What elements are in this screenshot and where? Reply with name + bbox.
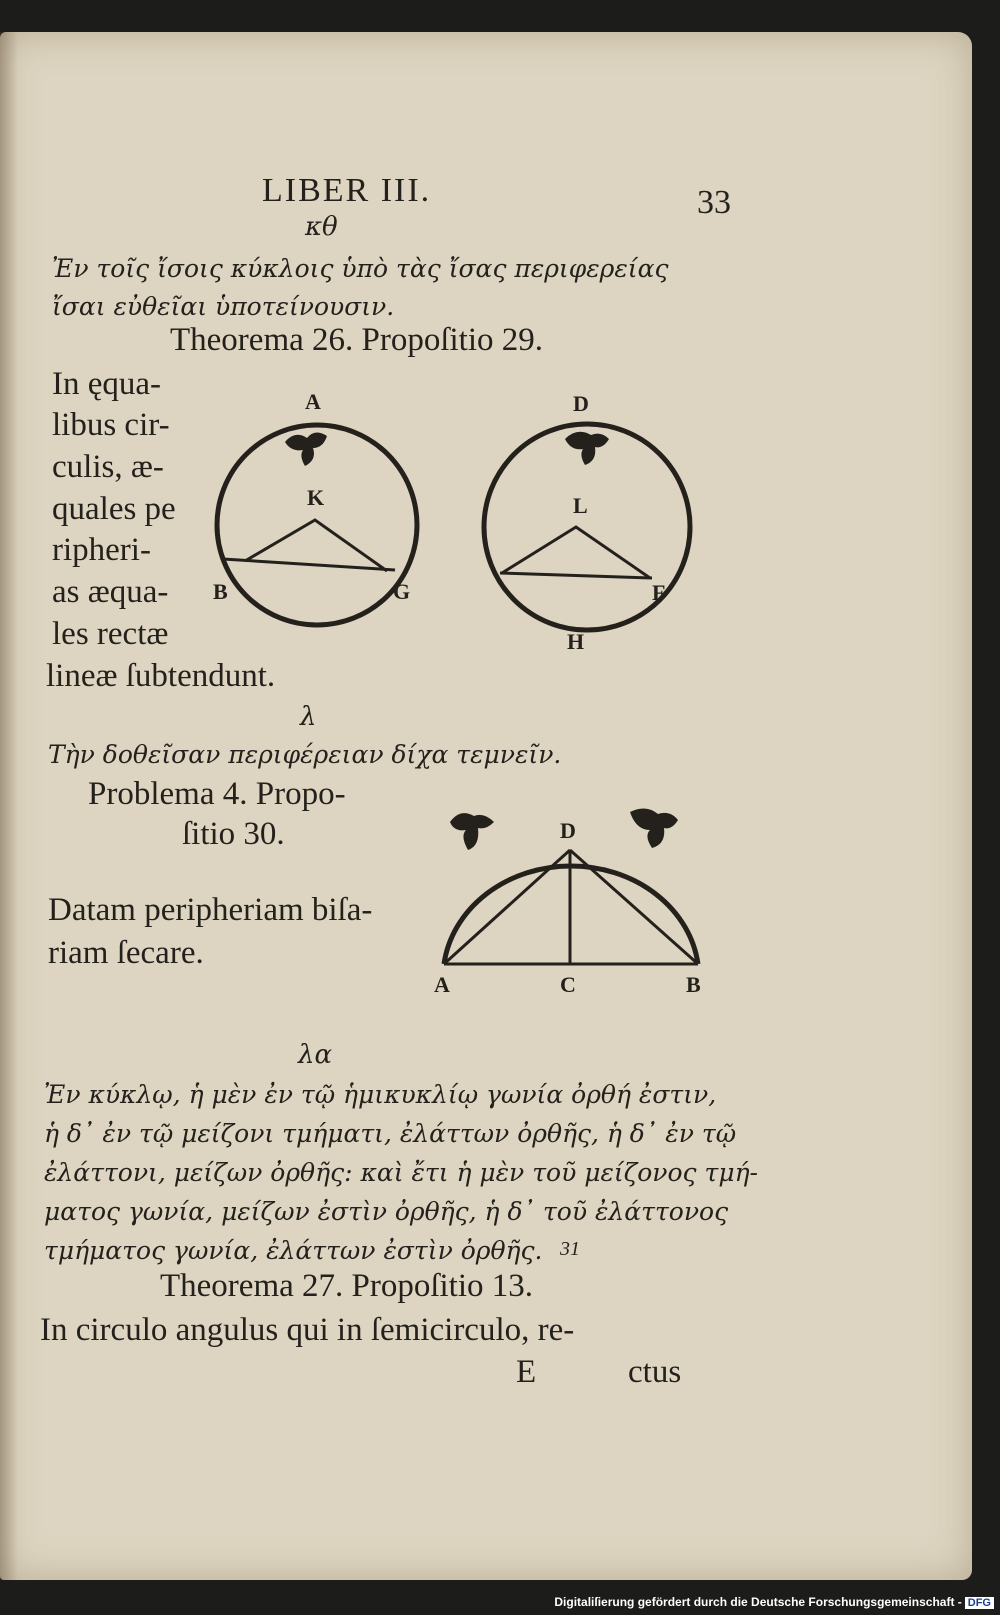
latin-text-line: In circulo angulus qui in ſemicirculo, re- <box>40 1312 575 1348</box>
running-title: LIBER III. <box>262 172 432 209</box>
label-A: A <box>305 389 321 414</box>
dfg-logo: DFG <box>965 1597 994 1609</box>
page-number: 33 <box>697 184 731 221</box>
label-H: H <box>567 629 585 654</box>
latin-text-line: as æqua- <box>52 574 169 610</box>
latin-text-line: ripheri- <box>52 532 151 568</box>
label-B: B <box>213 579 228 604</box>
ornament-left <box>450 813 494 850</box>
book-page <box>0 32 972 1580</box>
latin-text-line: In ęqua- <box>52 366 162 402</box>
greek-text-line: Ἐν κύκλῳ, ἡ μὲν ἐν τῷ ἡμικυκλίῳ γωνία ὀρθή ἐστιν, <box>44 1080 717 1109</box>
latin-text-line: libus cir- <box>52 407 170 443</box>
greek-text-line: ἐλάττονι, μείζων ὀρθῆς: καὶ ἔτι ἡ μὲν τοῦ μείζονος τμή- <box>44 1158 758 1187</box>
greek-numeral: κθ <box>305 212 338 242</box>
greek-text-line: ματος γωνία, μείζων ἐστὶν ὀρθῆς, ἡ δ᾽ τοῦ ἐλάττονος <box>44 1197 729 1226</box>
greek-text-line: Ἐν τοῖς ἴσοις κύκλοις ὑπὸ τὰς ἴσας περιφερείας <box>52 254 669 283</box>
label-L: L <box>573 493 588 518</box>
theorem-title: Theorema 27. Propoſitio 13. <box>160 1268 534 1304</box>
latin-text-line: les rectæ <box>52 616 169 652</box>
label-G: G <box>393 579 411 604</box>
label-D: D <box>560 818 576 843</box>
greek-text-line: τμήματος γωνία, ἐλάττων ἐστὶν ὀρθῆς. <box>44 1236 543 1265</box>
problem-title: ſitio 30. <box>182 816 285 852</box>
latin-text-line: quales pe <box>52 491 176 527</box>
label-B: B <box>686 972 701 997</box>
margin-note: 31 <box>560 1238 580 1260</box>
credit-text: Digitaliſierung gefördert durch die Deutsche Forschungsgemeinschaft - <box>554 1595 962 1609</box>
greek-text-line: ἴσαι εὐθεῖαι ὑποτείνουσιν. <box>52 292 395 321</box>
greek-text-line: Τὴν δοθεῖσαν περιφέρειαν δίχα τεμνεῖν. <box>48 740 562 769</box>
catchword: ctus <box>628 1354 682 1390</box>
latin-text-line: lineæ ſubtendunt. <box>46 658 276 694</box>
equal-circles-figure <box>205 387 715 662</box>
semicircle-figure <box>430 792 720 1002</box>
theorem-title: Theorema 26. Propoſitio 29. <box>170 322 544 358</box>
label-A: A <box>434 972 450 997</box>
greek-numeral: λ <box>300 702 317 732</box>
latin-text-line: culis, æ- <box>52 449 164 485</box>
circle-left <box>217 425 417 625</box>
latin-text-line: riam ſecare. <box>48 935 204 971</box>
problem-title: Problema 4. Propo- <box>88 776 346 812</box>
ornament-left <box>285 432 327 466</box>
latin-text-line: Datam peripheriam biſa- <box>48 892 373 928</box>
ornament-right <box>630 808 678 848</box>
digitization-credit <box>554 1595 994 1609</box>
label-C: C <box>560 972 576 997</box>
ornament-right <box>565 432 609 465</box>
signature-mark: E <box>516 1354 537 1390</box>
greek-numeral: λα <box>298 1040 333 1070</box>
greek-text-line: ἡ δ᾽ ἐν τῷ μείζονι τμήματι, ἐλάττων ὀρθῆς, ἡ δ᾽ ἐν τῷ <box>44 1119 737 1148</box>
label-K: K <box>307 485 325 510</box>
label-D: D <box>573 391 589 416</box>
label-F: F <box>652 580 666 605</box>
